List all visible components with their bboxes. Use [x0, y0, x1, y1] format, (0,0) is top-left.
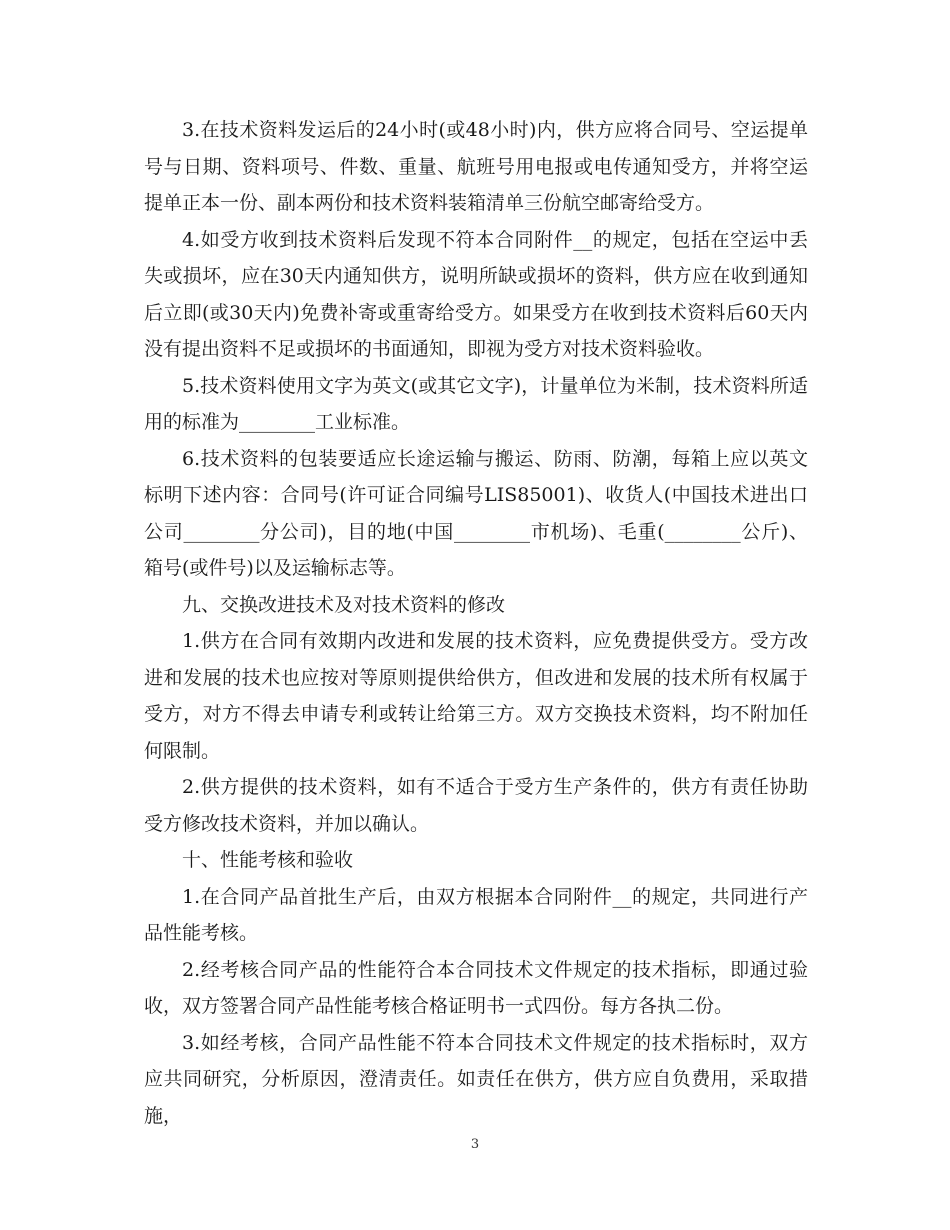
page-number: 3: [470, 1137, 480, 1152]
section-heading-10: 十、性能考核和验收: [182, 849, 354, 871]
paragraph-8-3: 3.在技术资料发运后的24小时(或48小时)内，供方应将合同号、空运提单号与日期、资料项号、件数、重量、航班号用电报或电传通知受方，并将空运提单正本一份、副本两份和技术资料装箱清单三份航空邮寄给受方。: [144, 119, 808, 214]
paragraph-9-1: 1.供方在合同有效期内改进和发展的技术资料，应免费提供受方。受方改进和发展的技术也应按对等原则提供给供方，但改进和发展的技术所有权属于受方，对方不得去申请专利或转让给第三方。双方交换技术资料，均不附加任何限制。: [144, 630, 808, 762]
paragraph-8-4: 4.如受方收到技术资料后发现不符本合同附件__的规定，包括在空运中丢失或损坏，应在30天内通知供方，说明所缺或损坏的资料，供方应在收到通知后立即(或30天内)免费补寄或重寄给受方。如果受方在收到技术资料后60天内没有提出资料不足或损坏的书面通知，即视为受方对技术资料验收。: [144, 228, 808, 360]
document-body: [144, 112, 808, 1134]
paragraph-9-2: 2.供方提供的技术资料，如有不适合于受方生产条件的，供方有责任协助受方修改技术资料，并加以确认。: [144, 776, 808, 835]
paragraph-10-3: 3.如经考核，合同产品性能不符本合同技术文件规定的技术指标时，双方应共同研究，分析原因，澄清责任。如责任在供方，供方应自负费用，采取措施，: [144, 1031, 808, 1127]
paragraph-8-5: 5.技术资料使用文字为英文(或其它文字)，计量单位为米制，技术资料所适用的标准为________工业标准。: [144, 374, 808, 433]
section-heading-9: 九、交换改进技术及对技术资料的修改: [182, 593, 506, 616]
paragraph-8-6: 6.技术资料的包装要适应长途运输与搬运、防雨、防潮，每箱上应以英文标明下述内容：合同号(许可证合同编号LIS85001)、收货人(中国技术进出口公司________分公司)，目的地(中国________市机场)、毛重(________公斤)、箱号(或件号)以及运输标志等。: [144, 447, 808, 579]
paragraph-10-1: 1.在合同产品首批生产后，由双方根据本合同附件__的规定，共同进行产品性能考核。: [144, 885, 808, 944]
paragraph-10-2: 2.经考核合同产品的性能符合本合同技术文件规定的技术指标，即通过验收，双方签署合同产品性能考核合格证明书一式四份。每方各执二份。: [144, 958, 808, 1017]
